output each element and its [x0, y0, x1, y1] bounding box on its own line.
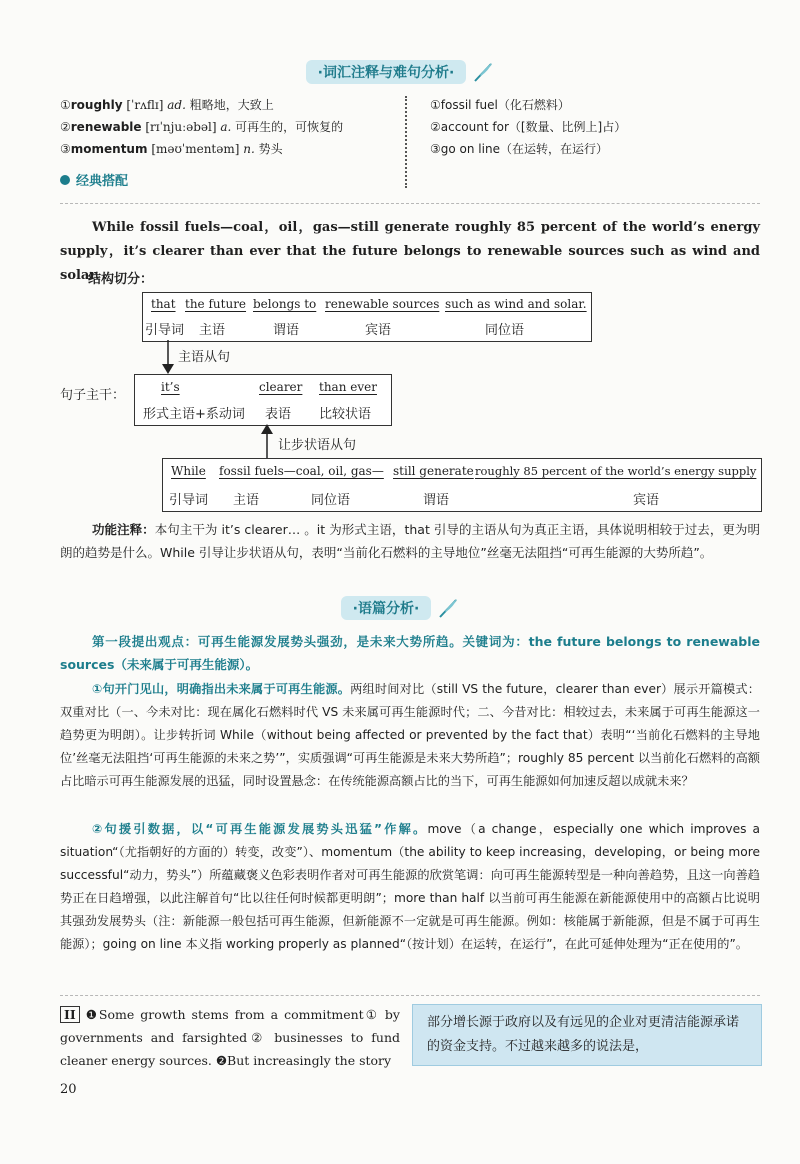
divider	[60, 203, 760, 204]
box3-zh: 引导词	[169, 493, 209, 508]
box1-zh: 引导词	[145, 323, 185, 338]
box3-zh: 主语	[233, 493, 260, 508]
box3-en: While	[171, 464, 206, 478]
divider	[60, 995, 760, 996]
passage-paragraph-2	[60, 1003, 400, 1072]
vocab-banner-title: ·词汇注释与难句分析·	[306, 60, 467, 84]
box1-zh: 宾语	[365, 323, 392, 338]
box1-en: renewable sources	[325, 297, 440, 311]
box3-en: still generate	[393, 464, 474, 478]
analysis-paragraph-2: ①句开门见山，明确指出未来属于可再生能源。两组时间对比（still VS the future，clearer than ever）展示开篇模式：双重对比（一、今未对比：现在属化石燃料时代 VS 未来属可再生能源时代；二、今昔对比：相较过去，未来属于可再生能源这一趋势更为明朗）。让步转折词 While（without being affected or prevented by the fact that）表明“‘当前化石燃料的主导地位’丝毫无法阻挡‘可再生能源的未来之势’”，实质强调“可再生能源是未来大势所趋”；roughly 85 percent 以当前化石燃料的高额占比暗示可再生能源发展的迅猛，同时设置悬念：在传统能源高额占比的当下，可再生能源如何加速反超以成就未来？	[60, 682, 760, 788]
vocab-banner	[0, 60, 800, 84]
box2-en: than ever	[319, 380, 377, 394]
bullet-icon	[60, 175, 70, 185]
analysis-paragraph-3: ②句援引数据，以“可再生能源发展势头迅猛”作解。move（a change，especially one which improves a situation“（尤指朝好的方面的）转变，改变”）、momentum（the ability to keep increasing，developing，or being more successful“动力，势头”）所蕴藏褒义色彩表明作者对可再生能源的欣赏笔调：向可再生能源转型是一种向善趋势，且这一向善趋势正在日趋增强，以此注解首句“比以往任何时候都更明朗”；more than half 以当前可再生能源在新能源使用中的高额占比说明其强劲发展势头（注：新能源一般包括可再生能源，但新能源不一定就是可再生能源。例如：核能属于新能源，但是不属于可再生能源）；going on line 本义指 working properly as planned“（按计划）在运转，在运行”，在此可延伸处理为“正在使用的”。	[60, 822, 760, 951]
discourse-banner-title: ·语篇分析·	[341, 596, 432, 620]
box3-zh: 同位语	[311, 493, 351, 508]
box1-en: such as wind and solar.	[445, 297, 587, 311]
passage-text: ❶Some growth stems from a commitment① by governments and farsighted② businesses to fund cleaner energy sources. ❷But increasingly the story	[60, 1007, 400, 1068]
phrase-item: ②account for（[数量、比例上]占）	[430, 120, 627, 134]
box2-zh: 比较状语	[319, 407, 372, 422]
paragraph-number: II	[60, 1006, 80, 1023]
phrase-item: ③go on line（在运转，在运行）	[430, 142, 608, 156]
vocab-list-left	[60, 94, 400, 160]
vocab-item: ③momentum [məʊˈmentəm] n. 势头	[60, 142, 283, 156]
quill-icon	[437, 597, 459, 619]
box1-en: belongs to	[253, 297, 317, 311]
box3-zh: 宾语	[633, 493, 660, 508]
box1-zh: 主语	[199, 323, 226, 338]
phrase-item: ①fossil fuel（化石燃料）	[430, 98, 570, 112]
arrow-down-icon	[160, 340, 176, 376]
spiral-divider	[405, 96, 417, 188]
box1-zh: 谓语	[273, 323, 300, 338]
key-sentence: While fossil fuels—coal，oil，gas—still generate roughly 85 percent of the world’s energy supply，it’s clearer than ever that the future belongs to renewable sources such as wind and solar.	[60, 220, 760, 283]
arrow2-label: 让步状语从句	[278, 438, 357, 453]
box2-en: clearer	[259, 380, 303, 394]
main-clause-label: 句子主干：	[60, 388, 126, 403]
translation-box: 部分增长源于政府以及有远见的企业对更清洁能源承诺的资金支持。不过越来越多的说法是，	[412, 1004, 762, 1066]
box2-en: it’s	[161, 380, 180, 394]
vocab-item: ②renewable [rɪˈnjuːəbəl] a. 可再生的，可恢复的	[60, 120, 344, 134]
vocab-list-right	[430, 94, 750, 160]
arrow-up-icon	[259, 424, 275, 458]
box1-en: that	[151, 297, 176, 311]
box2-zh: 表语	[265, 407, 292, 422]
structure-box-subject-clause	[142, 292, 592, 342]
analysis-paragraph-1: 第一段提出观点：可再生能源发展势头强劲，是未来大势所趋。关键词为：the future belongs to renewable sources（未来属于可再生能源）。	[60, 634, 760, 672]
arrow1-label: 主语从句	[178, 350, 231, 365]
box1-en: the future	[185, 297, 247, 311]
box3-en: fossil fuels—coal, oil, gas—	[219, 464, 384, 478]
page-number: 20	[60, 1082, 77, 1097]
function-note: 功能注释：本句主干为 it’s clearer… 。it 为形式主语，that 引导的主语从句为真正主语，具体说明相较于过去，更为明朗的趋势是什么。While 引导让步状语从句，表明“当前化石燃料的主导地位”丝毫无法阻挡“可再生能源的大势所趋”。	[60, 522, 760, 560]
structure-label: 结构切分：	[88, 272, 154, 287]
box3-zh: 谓语	[423, 493, 450, 508]
classic-collocation-heading: 经典搭配	[60, 170, 128, 189]
box1-zh: 同位语	[485, 323, 525, 338]
discourse-banner	[0, 596, 800, 620]
vocab-item: ①roughly [ˈrʌflɪ] ad. 粗略地，大致上	[60, 98, 274, 112]
quill-icon	[472, 61, 494, 83]
structure-box-concessive-clause	[162, 458, 762, 512]
structure-box-main-clause	[134, 374, 392, 426]
box2-zh: 形式主语+系动词	[143, 407, 245, 422]
box3-en: roughly 85 percent of the world’s energy supply	[475, 464, 757, 478]
